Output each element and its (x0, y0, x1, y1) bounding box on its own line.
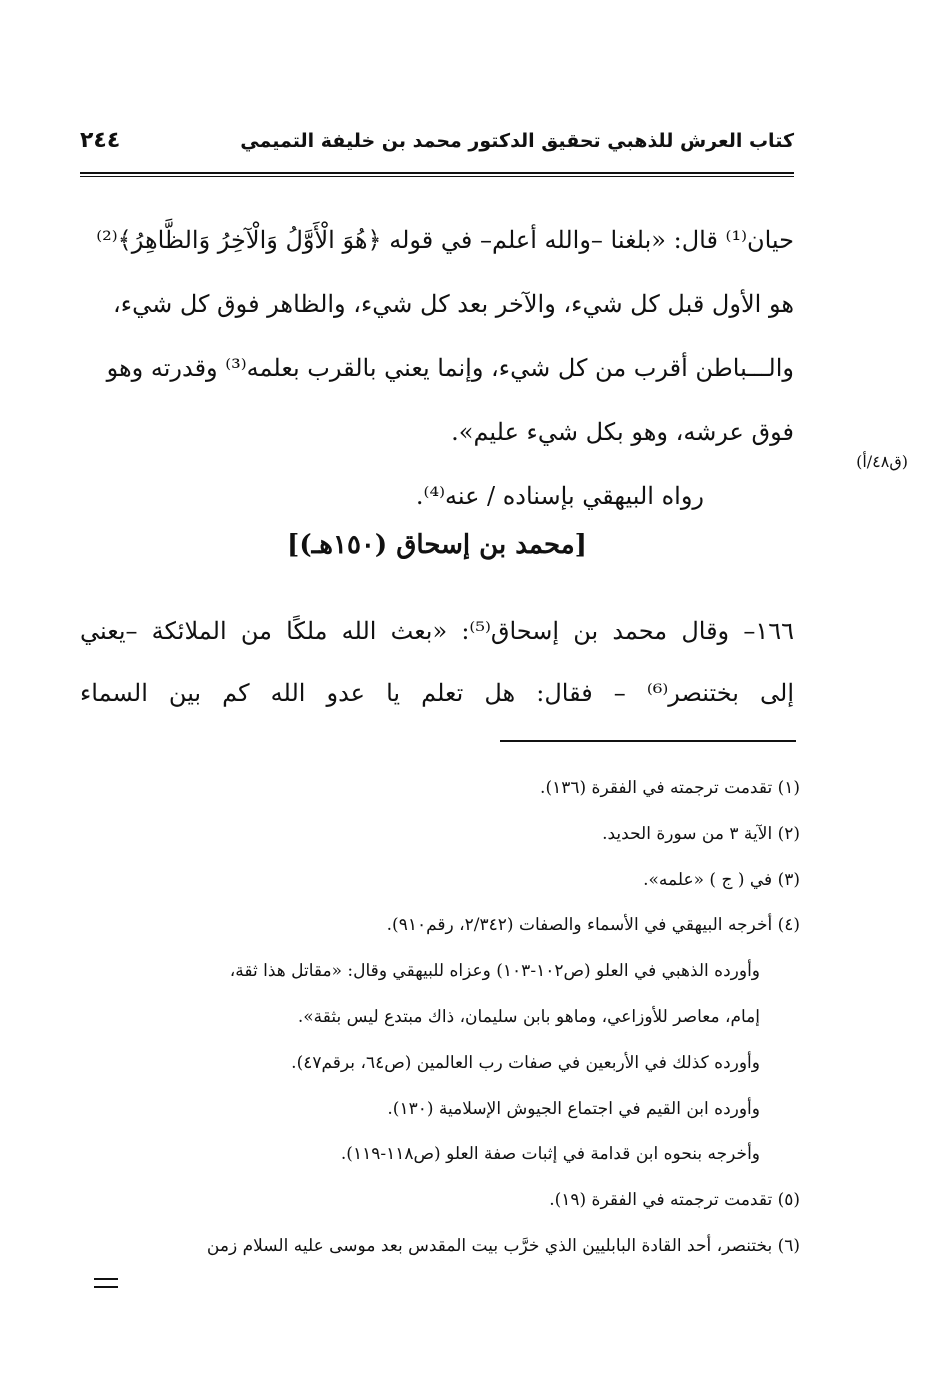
header-rule (80, 172, 794, 174)
footnote-continuation: وأورده الذهبي في العلو (ص١٠٢-١٠٣) وعزاه للبيهقي وقال: «مقاتل هذا ثقة، (229, 961, 760, 982)
footnote-continuation: وأخرجه بنحوه ابن قدامة في إثبات صفة العلو (ص١١٨-١١٩). (340, 1144, 760, 1165)
running-header (80, 128, 794, 164)
footnote: (٦) بختنصر، أحد القادة البابليين الذي خرَّب بيت المقدس بعد موسى عليه السلام زمن (206, 1235, 800, 1256)
section-heading: [محمد بن إسحاق (١٥٠هـ)] (287, 530, 587, 560)
footnote: (٢) الآية ٣ من سورة الحديد. (602, 823, 800, 844)
continuation-mark (94, 1278, 118, 1288)
header-title: كتاب العرش للذهبي تحقيق الدكتور محمد بن خليفة التميمي (240, 130, 794, 152)
footnote-continuation: إمام، معاصر للأوزاعي، وماهو بابن سليمان، ذاك مبتدع ليس بثقة». (297, 1006, 760, 1027)
footnote: (٥) تقدمت ترجمته في الفقرة (١٩). (549, 1190, 800, 1211)
body-line: حيان⁽¹⁾ قال: «بلغنا –والله أعلم– في قوله ﴿هُوَ الْأَوَّلُ وَالْآخِرُ وَالظَّاهِرُ﴾⁽²⁾ (96, 226, 794, 254)
body-line: هو الأول قبل كل شيء، والآخر بعد كل شيء، والظاهر فوق كل شيء، (113, 290, 794, 318)
footnote-separator (500, 740, 796, 742)
footnote: (٤) أخرجه البيهقي في الأسماء والصفات (٢/٣٤٢، رقم٩١٠). (386, 915, 800, 936)
header-rule-thin (80, 176, 794, 177)
body-line: إلى بختنصر⁽⁶⁾ – فقال: هل تعلم يا عدو الله كم بين السماء (80, 679, 795, 707)
body-line: ١٦٦– وقال محمد بن إسحاق⁽⁵⁾: «بعث الله ملكًا من الملائكة –يعني (80, 617, 794, 645)
narration-paragraph (80, 600, 794, 724)
body-line: والـــباطن أقرب من كل شيء، وإنما يعني بالقرب بعلمه⁽³⁾ وقدرته وهو (106, 354, 794, 382)
footnote: (٣) في ( ج ) «علمه». (643, 869, 800, 890)
body-line: فوق عرشه، وهو بكل شيء عليم». (451, 418, 794, 446)
footnote-continuation: وأورده كذلك في الأربعين في صفات رب العالمين (ص٦٤، برقم٤٧). (291, 1052, 760, 1073)
footnotes (80, 766, 800, 1270)
page-number: ٢٤٤ (80, 128, 121, 153)
body-line: رواه البيهقي بإسناده / عنه⁽⁴⁾. (415, 482, 704, 510)
body-paragraph (80, 208, 794, 528)
footnote: (١) تقدمت ترجمته في الفقرة (١٣٦). (540, 778, 800, 798)
footnote-continuation: وأورده ابن القيم في اجتماع الجيوش الإسلامية (١٣٠). (387, 1098, 760, 1119)
manuscript-folio-note: (ق٤٨/أ) (856, 452, 908, 471)
